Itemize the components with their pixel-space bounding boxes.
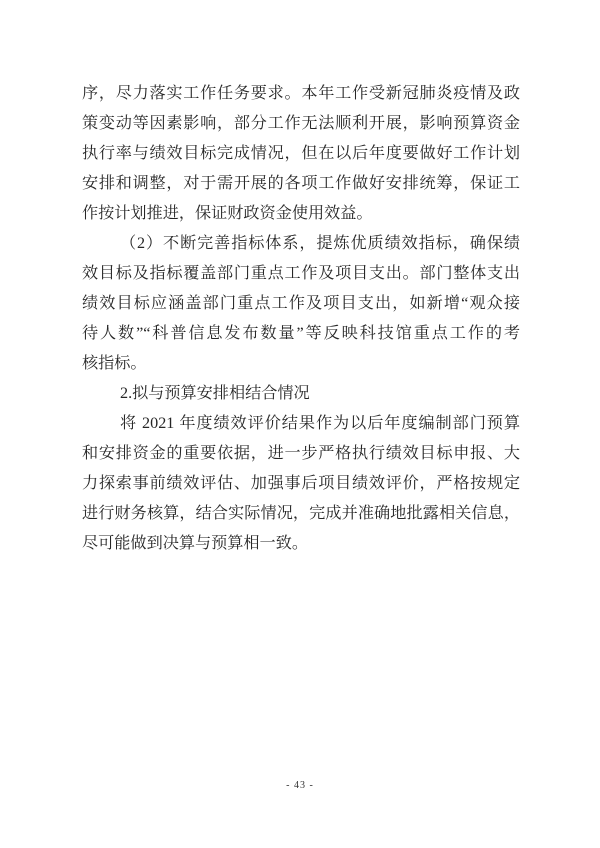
text-line: 和安排资金的重要依据，进一步严格执行绩效目标申报、大	[82, 445, 520, 462]
text-line: 绩效目标应涵盖部门重点工作及项目支出，如新增“观众接	[82, 295, 520, 312]
text-line: 执行率与绩效目标完成情况，但在以后年度要做好工作计划	[82, 145, 520, 162]
text-line: 作按计划推进，保证财政资金使用效益。	[82, 205, 373, 222]
text-line: 策变动等因素影响，部分工作无法顺利开展，影响预算资金	[82, 115, 520, 132]
section-heading: 2.拟与预算安排相结合情况	[120, 385, 310, 402]
text-line: 尽可能做到决算与预算相一致。	[82, 535, 308, 552]
text-line: 力探索事前绩效评估、加强事后项目绩效评价，严格按规定	[82, 475, 520, 492]
text-line: 效目标及指标覆盖部门重点工作及项目支出。部门整体支出	[82, 265, 520, 282]
page-number: - 43 -	[286, 780, 314, 791]
document-body	[82, 79, 520, 559]
text-line: （2）不断完善指标体系，提炼优质绩效指标，确保绩	[120, 235, 520, 252]
text-line: 待人数”“科普信息发布数量”等反映科技馆重点工作的考	[82, 325, 520, 342]
text-line: 进行财务核算，结合实际情况，完成并准确地批露相关信息，	[82, 505, 520, 522]
text-line: 安排和调整，对于需开展的各项工作做好安排统筹，保证工	[82, 175, 520, 192]
text-line: 核指标。	[82, 355, 147, 372]
text-line: 将 2021 年度绩效评价结果作为以后年度编制部门预算	[120, 415, 520, 432]
text-line: 序，尽力落实工作任务要求。本年工作受新冠肺炎疫情及政	[82, 85, 520, 102]
